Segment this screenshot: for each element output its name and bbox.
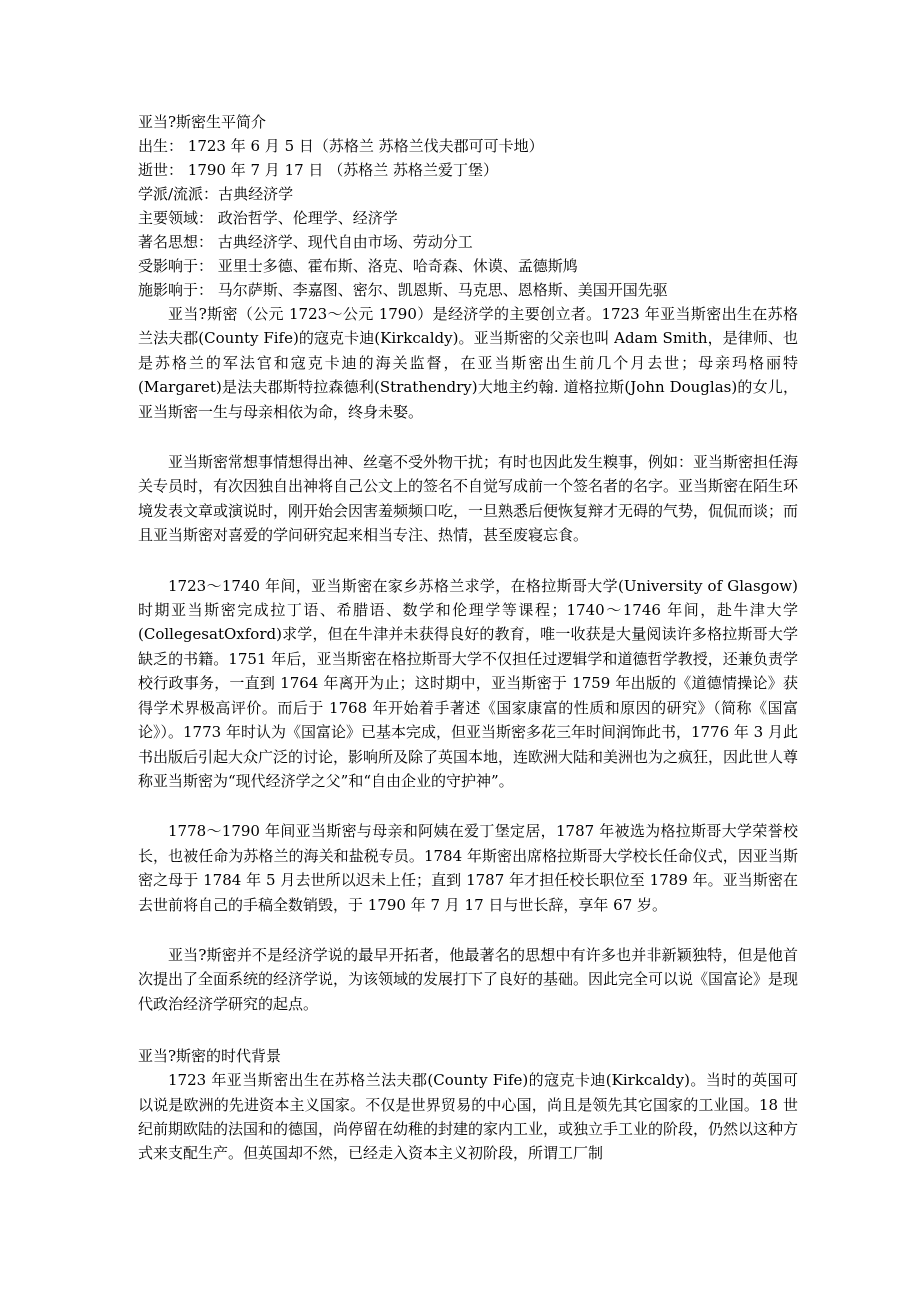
field-school <box>138 182 798 206</box>
paragraph-legacy: 亚当?斯密并不是经济学说的最早开拓者，他最著名的思想中有许多也并非新颖独特，但是他首次提出了全面系统的经济学说，为该领域的发展打下了良好的基础。因此完全可以说《国富论》是现代政治经济学研究的起点。 <box>138 945 799 1013</box>
section-title-biography: 亚当?斯密生平简介 <box>138 113 267 131</box>
document-page <box>138 110 798 1166</box>
paragraph-later-life: 1778～1790 年间亚当斯密与母亲和阿姨在爱丁堡定居，1787 年被选为格拉斯哥大学荣誉校长，也被任命为苏格兰的海关和盐税专员。1784 年斯密出席格拉斯哥大学校长任命仪式，因亚当斯密之母于 1784 年 5 月去世所以迟未上任；直到 1787 年才担任校长职位至 1789 年。亚当斯密在去世前将自己的手稿全数销毁，于 1790 年 7 月 17 日与世长辞，享年 67 岁。 <box>138 822 798 914</box>
paragraph-background: 1723 年亚当斯密出生在苏格兰法夫郡(County Fife)的寇克卡迪(Kirkcaldy)。当时的英国可以说是欧洲的先进资本主义国家。不仅是世界贸易的中心国，尚且是领先其它国家的工业国。18 世纪前期欧陆的法国和的德国，尚停留在幼稚的封建的家内工业，或独立手工业的阶段，仍然以这种方式来支配生产。但英国却不然，已经走入资本主义初阶段，所谓工厂制 <box>138 1071 799 1163</box>
field-birth <box>138 134 798 158</box>
field-death <box>138 158 798 182</box>
field-label: 著名思想： <box>138 233 214 251</box>
field-label: 主要领域： <box>138 209 214 227</box>
field-value: 古典经济学、现代自由市场、劳动分工 <box>213 233 473 251</box>
field-influenced-by <box>138 254 798 278</box>
field-label: 施影响于： <box>138 281 214 299</box>
field-value: 政治哲学、伦理学、经济学 <box>213 209 398 227</box>
paragraph-gap <box>138 424 798 450</box>
field-famous-ideas <box>138 230 798 254</box>
field-label: 学派/流派： <box>138 185 219 203</box>
field-label: 出生： <box>138 137 184 155</box>
field-label: 受影响于： <box>138 257 214 275</box>
field-value: 亚里士多德、霍布斯、洛克、哈奇森、休谟、孟德斯鸠 <box>213 257 578 275</box>
paragraph-personality: 亚当斯密常想事情想得出神、丝毫不受外物干扰；有时也因此发生糗事，例如：亚当斯密担任海关专员时，有次因独自出神将自己公文上的签名不自觉写成前一个签名者的名字。亚当斯密在陌生环境发表文章或演说时，刚开始会因害羞频频口吃，一旦熟悉后便恢复辩才无碍的气势，侃侃而谈；而且亚当斯密对喜爱的学问研究起来相当专注、热情，甚至废寝忘食。 <box>138 453 799 545</box>
paragraph-intro: 亚当?斯密（公元 1723～公元 1790）是经济学的主要创立者。1723 年亚当斯密出生在苏格兰法夫郡(County Fife)的寇克卡迪(Kirkcaldy)。亚当斯密的父亲也叫 Adam Smith，是律师、也是苏格兰的军法官和寇克卡迪的海关监督，在亚当斯密出生前几个月去世；母亲玛格丽特(Margaret)是法夫郡斯特拉森德利(Strathendry)大地主约翰. 道格拉斯(John Douglas)的女儿，亚当斯密一生与母亲相依为命，终身未娶。 <box>138 305 798 421</box>
field-value: 1790 年 7 月 17 日 （苏格兰 苏格兰爱丁堡） <box>183 161 498 179</box>
field-value: 1723 年 6 月 5 日（苏格兰 苏格兰伐夫郡可可卡地） <box>183 137 544 155</box>
field-value: 马尔萨斯、李嘉图、密尔、凯恩斯、马克思、恩格斯、美国开国先驱 <box>213 281 668 299</box>
section-title-background: 亚当?斯密的时代背景 <box>138 1047 282 1066</box>
field-label: 逝世： <box>138 161 184 179</box>
field-main-areas <box>138 206 798 230</box>
paragraph-gap <box>138 793 798 819</box>
paragraph-gap <box>138 1016 798 1042</box>
field-influenced <box>138 278 798 302</box>
paragraph-gap <box>138 548 798 574</box>
paragraph-gap <box>138 917 798 943</box>
paragraph-education: 1723～1740 年间，亚当斯密在家乡苏格兰求学，在格拉斯哥大学(University of Glasgow)时期亚当斯密完成拉丁语、希腊语、数学和伦理学等课程；1740～1746 年间，赴牛津大学(CollegesatOxford)求学，但在牛津并未获得良好的教育，唯一收获是大量阅读许多格拉斯哥大学缺乏的书籍。1751 年后，亚当斯密在格拉斯哥大学不仅担任过逻辑学和道德哲学教授，还兼负责学校行政事务，一直到 1764 年离开为止；这时期中，亚当斯密于 1759 年出版的《道德情操论》获得学术界极高评价。而后于 1768 年开始着手著述《国家康富的性质和原因的研究》（简称《国富论》）。1773 年时认为《国富论》已基本完成，但亚当斯密多花三年时间润饰此书，1776 年 3 月此书出版后引起大众广泛的讨论，影响所及除了英国本地，连欧洲大陆和美洲也为之疯狂，因此世人尊称亚当斯密为“现代经济学之父”和“自由企业的守护神”。 <box>138 576 799 790</box>
field-value: 古典经济学 <box>218 185 294 203</box>
